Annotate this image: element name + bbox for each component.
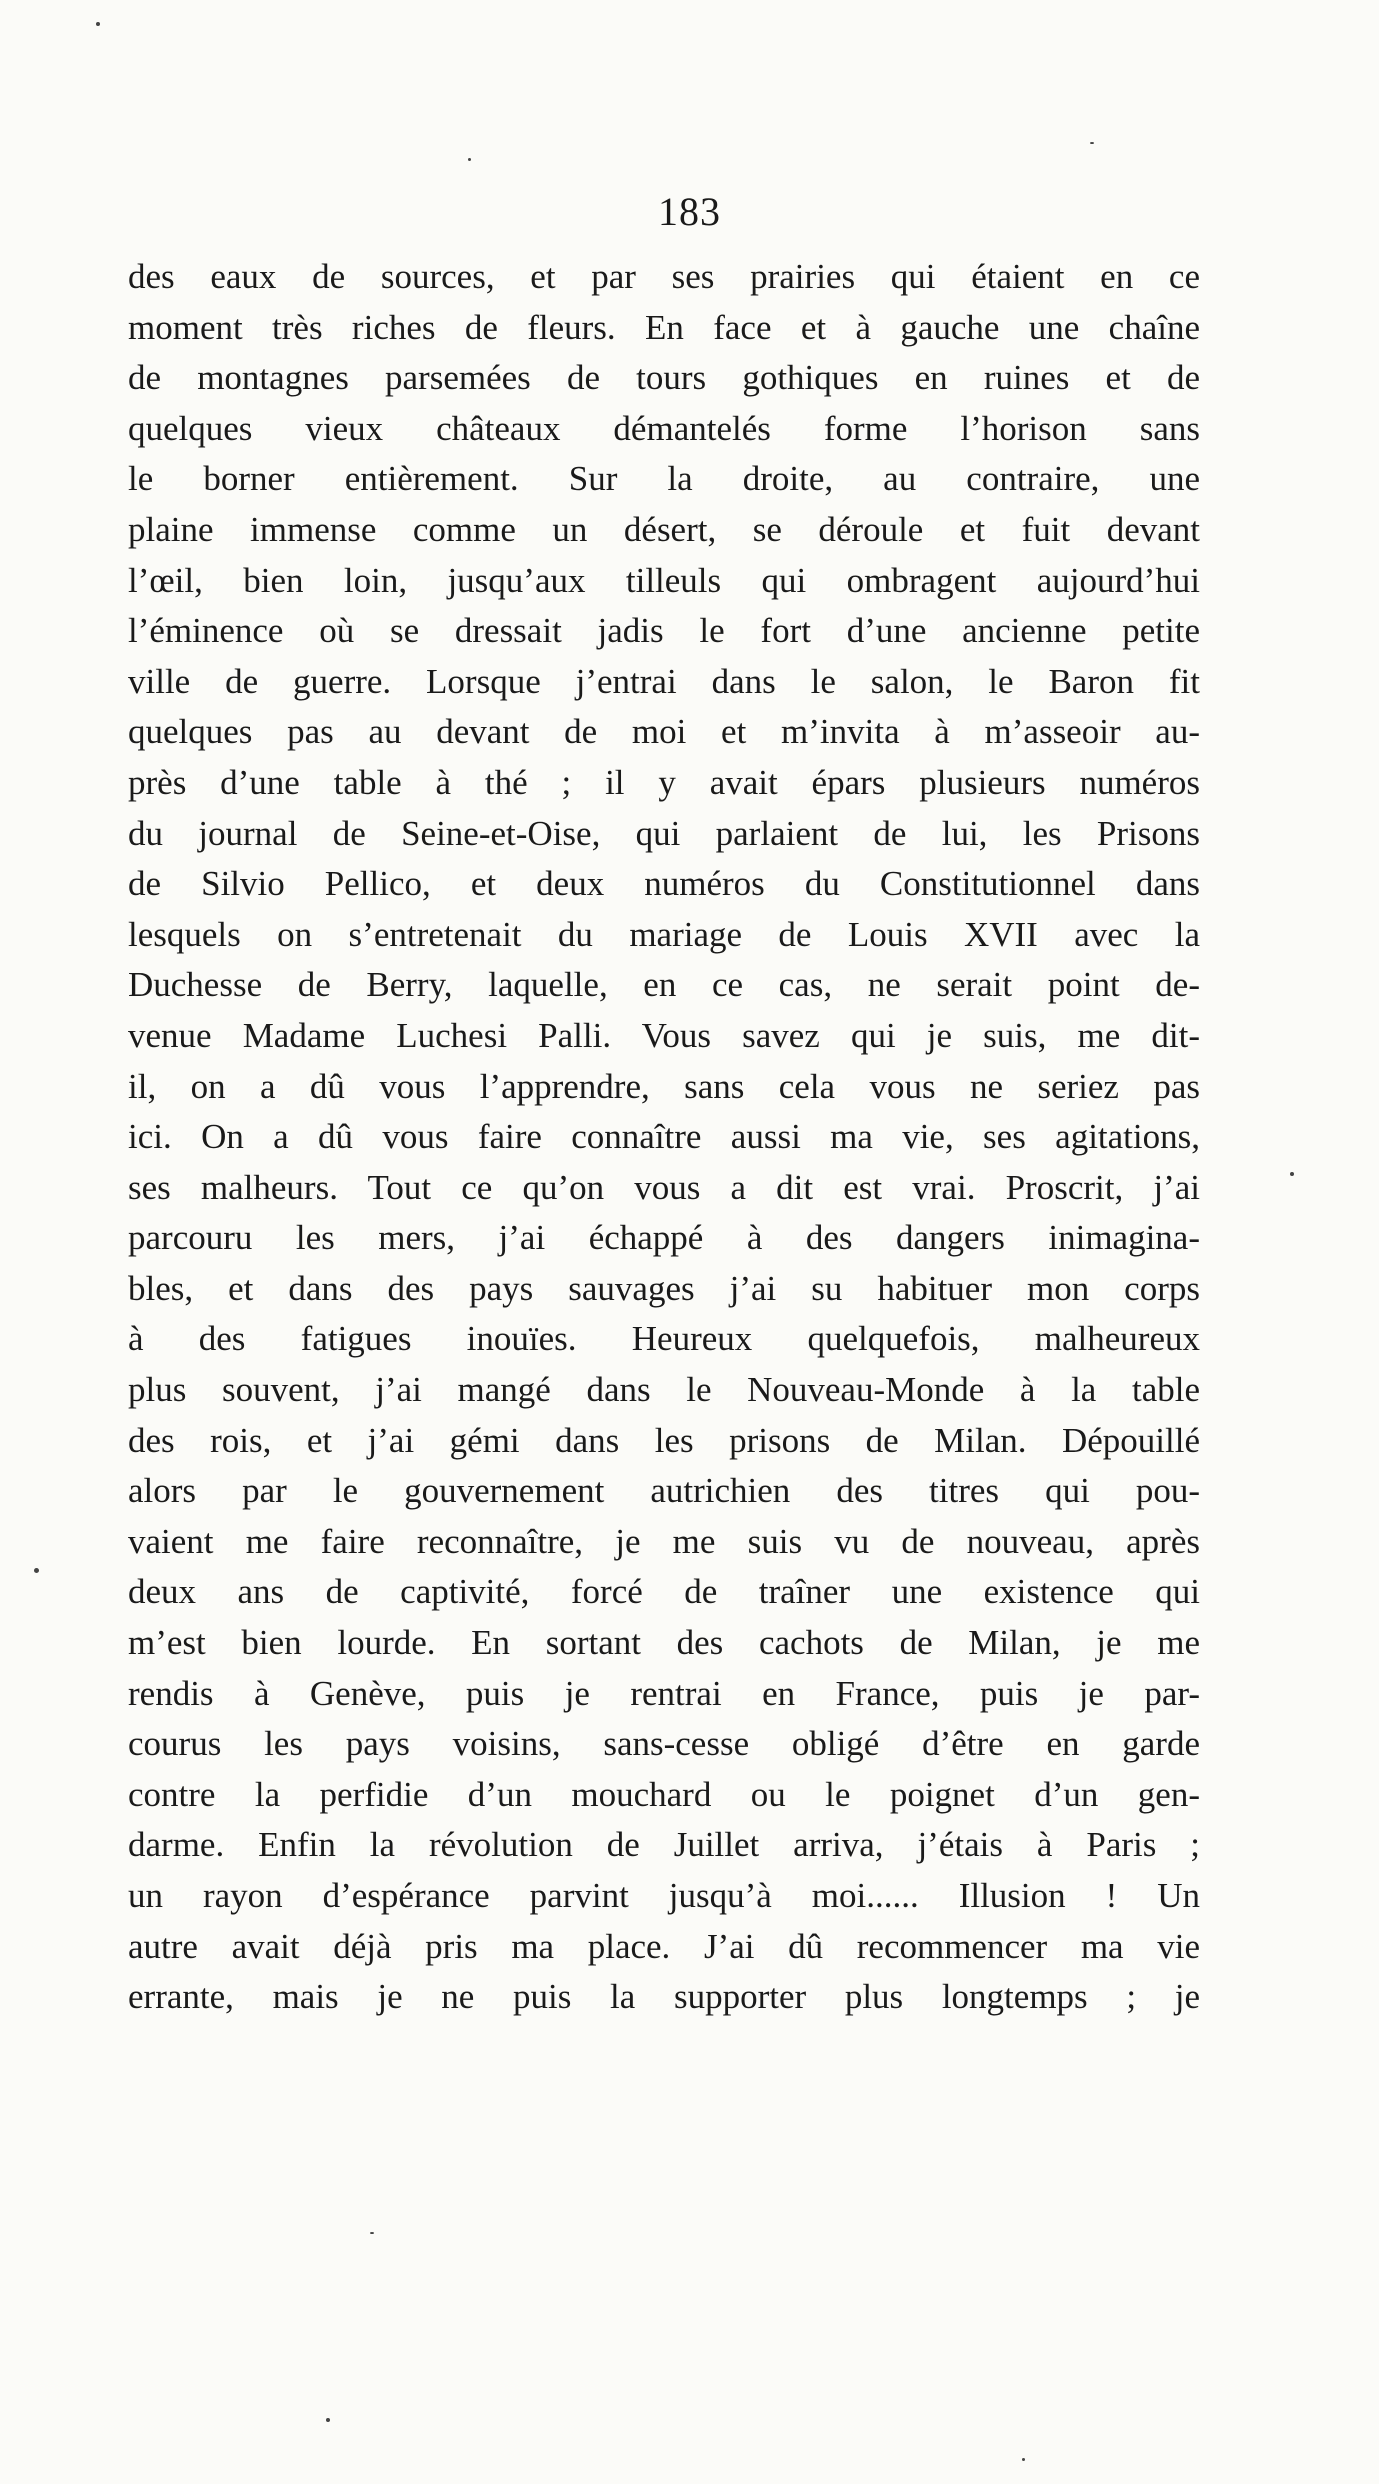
- scan-speck: [1290, 1172, 1294, 1176]
- text-line: quelques pas au devant de moi et m’invita à m’asseoir au-: [128, 712, 1200, 752]
- text-line: autre avait déjà pris ma place. J’ai dû recommencer ma vie: [128, 1926, 1200, 1966]
- text-line: de montagnes parsemées de tours gothiques en ruines et de: [128, 358, 1200, 398]
- text-line: l’éminence où se dressait jadis le fort d’une ancienne petite: [128, 611, 1200, 651]
- text-line: errante, mais je ne puis la supporter plus longtemps ; je: [128, 1977, 1200, 2017]
- text-line: lesquels on s’entretenait du mariage de Louis XVII avec la: [128, 914, 1200, 954]
- text-line: des rois, et j’ai gémi dans les prisons de Milan. Dépouillé: [128, 1420, 1200, 1460]
- text-line: moment très riches de fleurs. En face et à gauche une chaîne: [128, 307, 1200, 347]
- text-line: quelques vieux châteaux démantelés forme l’horison sans: [128, 408, 1200, 448]
- text-line: de Silvio Pellico, et deux numéros du Constitutionnel dans: [128, 864, 1200, 904]
- scan-speck: [34, 1568, 39, 1573]
- text-line: près d’une table à thé ; il y avait épars plusieurs numéros: [128, 762, 1200, 802]
- text-line: le borner entièrement. Sur la droite, au contraire, une: [128, 459, 1200, 499]
- text-line: contre la perfidie d’un mouchard ou le poignet d’un gen-: [128, 1774, 1200, 1814]
- text-line: vaient me faire reconnaître, je me suis vu de nouveau, après: [128, 1521, 1200, 1561]
- body-text: [128, 252, 1200, 2023]
- scan-speck: [468, 158, 471, 161]
- text-line: Duchesse de Berry, laquelle, en ce cas, ne serait point de-: [128, 965, 1200, 1005]
- text-line: un rayon d’espérance parvint jusqu’à moi...... Illusion ! Un: [128, 1876, 1200, 1915]
- text-line: courus les pays voisins, sans-cesse obligé d’être en garde: [128, 1724, 1200, 1764]
- text-line: deux ans de captivité, forcé de traîner une existence qui: [128, 1572, 1200, 1612]
- text-line: plus souvent, j’ai mangé dans le Nouveau-Monde à la table: [128, 1370, 1200, 1410]
- scan-speck: [1022, 2458, 1025, 2461]
- page-number: 183: [658, 189, 721, 234]
- text-line: des eaux de sources, et par ses prairies qui étaient en ce: [128, 257, 1200, 296]
- text-line: m’est bien lourde. En sortant des cachots de Milan, je me: [128, 1623, 1200, 1663]
- text-line: du journal de Seine-et-Oise, qui parlaient de lui, les Prisons: [128, 813, 1200, 853]
- text-line: bles, et dans des pays sauvages j’ai su habituer mon corps: [128, 1268, 1200, 1308]
- scan-speck: [1090, 142, 1094, 144]
- text-line: darme. Enfin la révolution de Juillet arriva, j’étais à Paris ;: [128, 1825, 1200, 1865]
- scan-speck: [96, 22, 100, 26]
- text-line: alors par le gouvernement autrichien des titres qui pou-: [128, 1471, 1200, 1511]
- text-line: rendis à Genève, puis je rentrai en France, puis je par-: [128, 1673, 1200, 1713]
- text-line: ses malheurs. Tout ce qu’on vous a dit est vrai. Proscrit, j’ai: [128, 1167, 1200, 1207]
- text-line: venue Madame Luchesi Palli. Vous savez qui je suis, me dit-: [128, 1015, 1200, 1055]
- text-line: il, on a dû vous l’apprendre, sans cela vous ne seriez pas: [128, 1066, 1200, 1106]
- text-line: à des fatigues inouïes. Heureux quelquefois, malheureux: [128, 1319, 1200, 1359]
- text-line: parcouru les mers, j’ai échappé à des dangers inimagina-: [128, 1218, 1200, 1258]
- text-line: ville de guerre. Lorsque j’entrai dans le salon, le Baron fit: [128, 661, 1200, 701]
- text-line: l’œil, bien loin, jusqu’aux tilleuls qui ombragent aujourd’hui: [128, 560, 1200, 600]
- text-line: ici. On a dû vous faire connaître aussi ma vie, ses agitations,: [128, 1117, 1200, 1157]
- text-line: plaine immense comme un désert, se déroule et fuit devant: [128, 509, 1200, 549]
- scan-speck: [370, 2232, 374, 2234]
- scan-speck: [326, 2418, 330, 2422]
